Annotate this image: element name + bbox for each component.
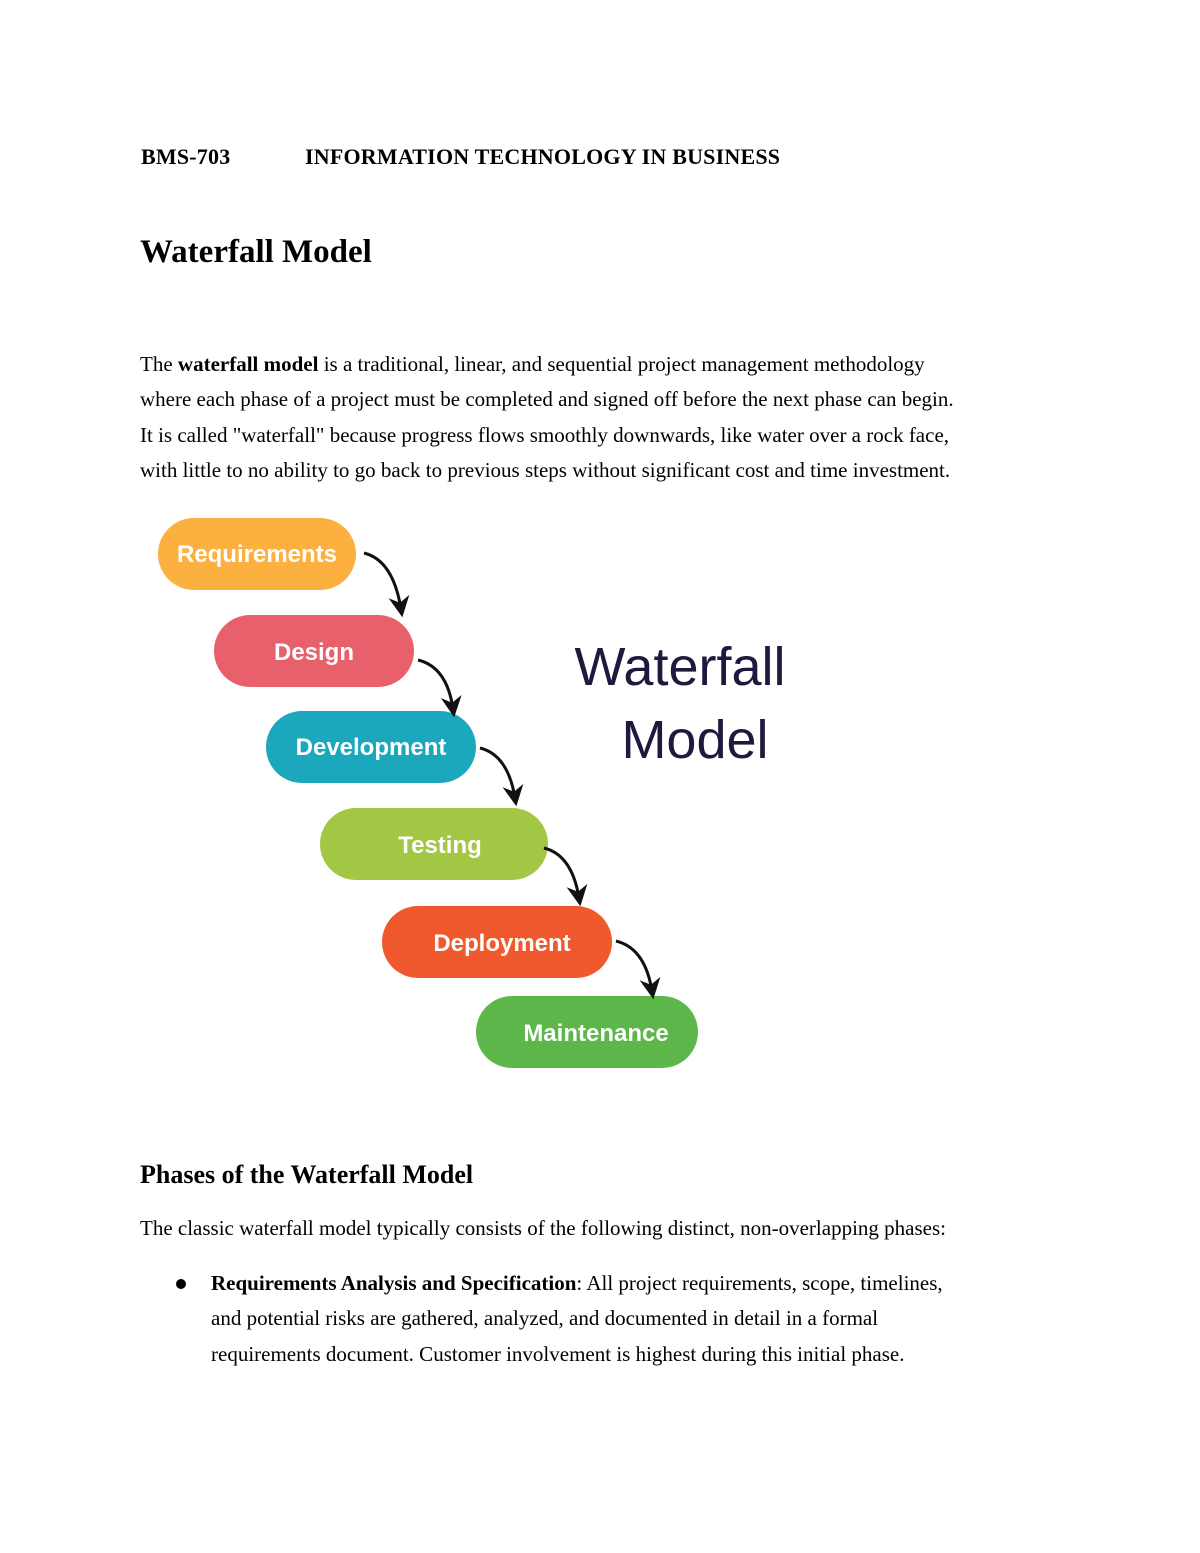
phase-item-line-3: requirements document. Customer involvement is highest during this initial phase. <box>211 1341 905 1366</box>
intro-line-3: It is called "waterfall" because progress flows smoothly downwards, like water over a rock face, <box>140 422 950 447</box>
pill-label: Testing <box>398 832 482 859</box>
phase-pill-design <box>214 615 414 687</box>
phase-item-line-2: and potential risks are gathered, analyzed, and documented in detail in a formal <box>211 1306 879 1331</box>
intro-text: is a traditional, linear, and sequential project management methodology <box>318 352 925 376</box>
page-title: Waterfall Model <box>140 234 372 270</box>
intro-line-2: where each phase of a project must be completed and signed off before the next phase can begin. <box>140 387 954 412</box>
phase-pill-deployment <box>382 906 612 978</box>
flow-arrow <box>616 941 652 991</box>
intro-line-4: with little to no ability to go back to previous steps without significant cost and time investment. <box>140 457 951 482</box>
course-name: INFORMATION TECHNOLOGY IN BUSINESS <box>305 144 781 169</box>
flow-arrow <box>364 553 401 609</box>
flow-arrow <box>480 748 515 798</box>
section-intro: The classic waterfall model typically consists of the following distinct, non-overlapping phases: <box>140 1216 946 1240</box>
section-title: Phases of the Waterfall Model <box>140 1160 474 1189</box>
diagram-title-line-2: Model <box>621 710 769 770</box>
bullet-icon <box>176 1279 186 1289</box>
pill-label: Deployment <box>433 930 571 957</box>
phase-term: Requirements Analysis and Specification <box>211 1271 577 1295</box>
intro-line-1 <box>140 347 1070 382</box>
list-item <box>140 1266 1040 1372</box>
phase-pill-requirements <box>158 518 356 590</box>
phase-pill-development <box>266 711 476 783</box>
document-header <box>141 144 780 170</box>
intro-text: The <box>140 352 178 376</box>
intro-bold-term: waterfall model <box>177 352 319 376</box>
diagram-title-line-1: Waterfall <box>574 637 786 697</box>
course-code: BMS-703 <box>141 144 231 169</box>
pill-label: Development <box>295 734 447 761</box>
pill-label: Requirements <box>176 541 338 568</box>
phase-item-line-1 <box>211 1266 1040 1301</box>
flow-arrow <box>418 660 453 709</box>
flow-arrow <box>544 848 579 898</box>
pill-label: Maintenance <box>523 1020 669 1047</box>
intro-paragraph <box>140 347 1070 488</box>
phase-pill-testing <box>320 808 548 880</box>
phase-pill-maintenance <box>476 996 698 1068</box>
phase-list <box>140 1266 1040 1372</box>
phase-description: : All project requirements, scope, timelines, <box>576 1271 943 1295</box>
waterfall-diagram <box>150 505 850 1085</box>
pill-label: Design <box>273 639 355 666</box>
